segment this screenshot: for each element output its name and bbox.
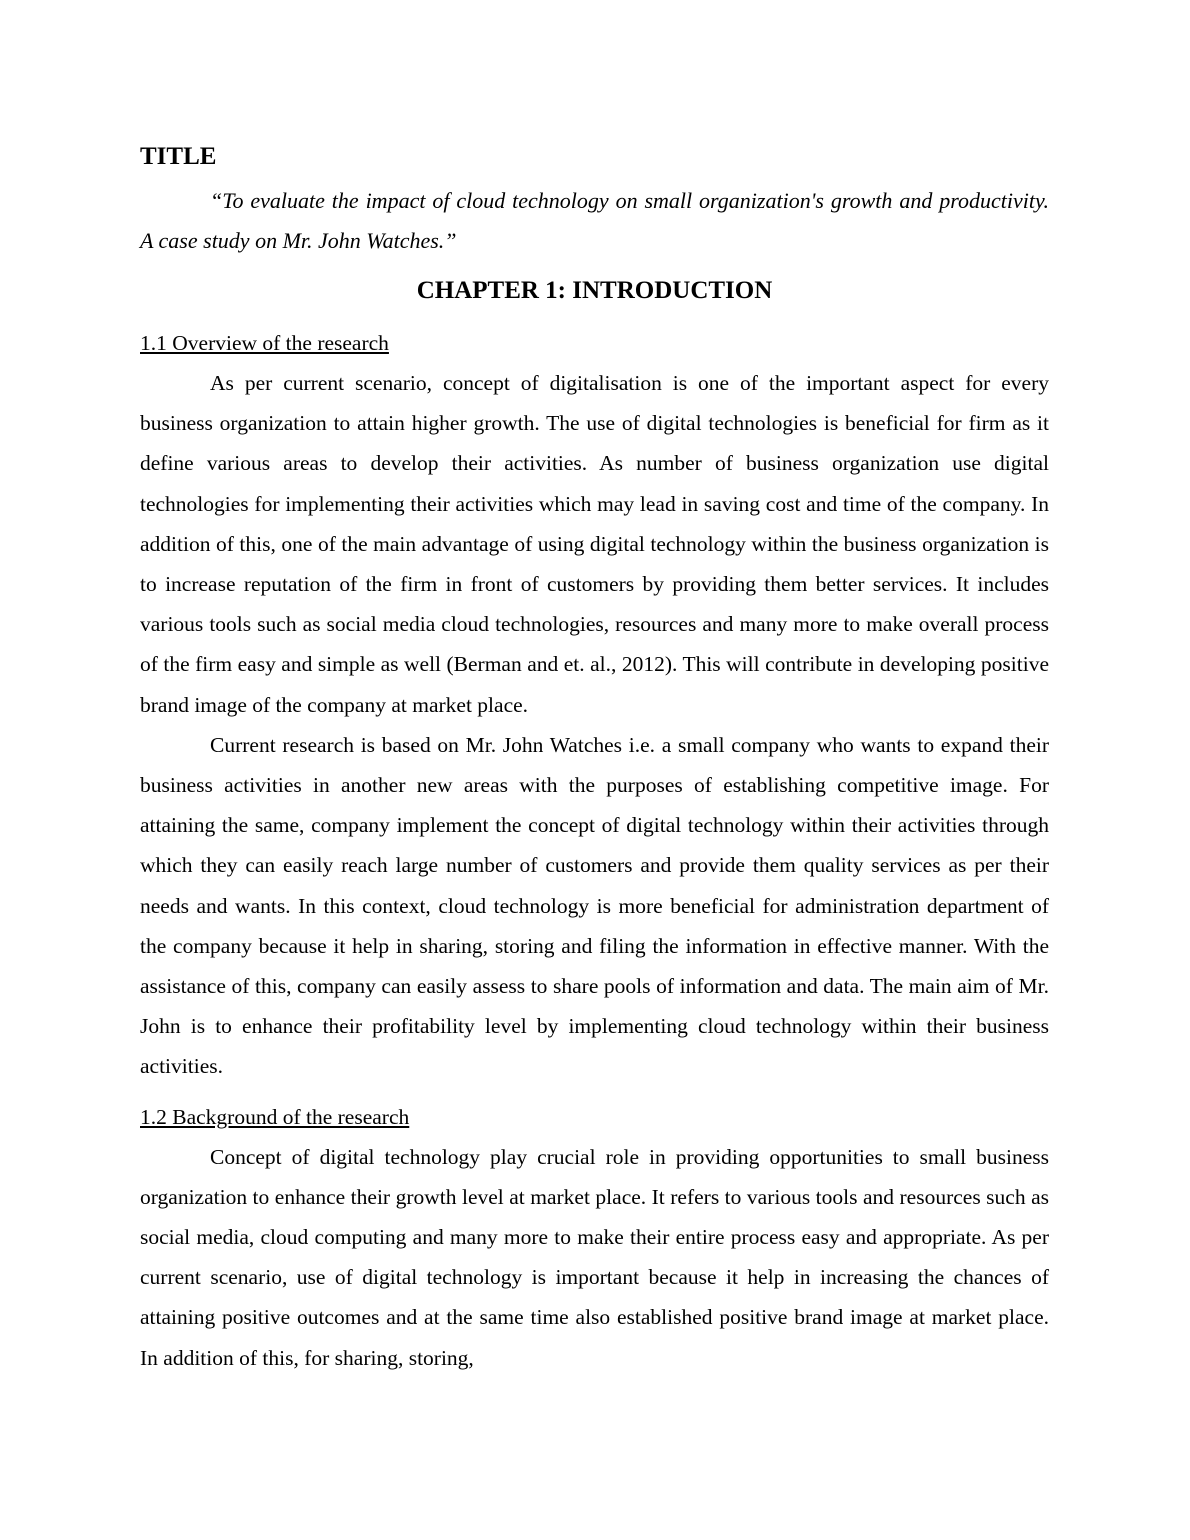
paragraph: Current research is based on Mr. John Watches i.e. a small company who wants to expand their business activities in another new areas with the purposes of establishing competitive image. For attaining the same, company implement the concept of digital technology within their activities through which they can easily reach large number of customers and provide them quality services as per their needs and wants. In this context, cloud technology is more beneficial for administration department of the company because it help in sharing, storing and filing the information in effective manner. With the assistance of this, company can easily assess to share pools of information and data. The main aim of Mr. John is to enhance their profitability level by implementing cloud technology within their business activities. (140, 732, 1049, 1079)
title-quote: “To evaluate the impact of cloud technology on small organization's growth and productivity. A case study on Mr. John Watches.” (140, 188, 1049, 253)
paragraph: Concept of digital technology play crucial role in providing opportunities to small business organization to enhance their growth level at market place. It refers to various tools and resources such as social media, cloud computing and many more to make their entire process easy and appropriate. As per current scenario, use of digital technology is important because it help in increasing the chances of attaining positive outcomes and at the same time also established positive brand image at market place. In addition of this, for sharing, storing, (140, 1144, 1049, 1370)
document-page (140, 135, 1049, 1378)
title-label: TITLE (140, 143, 217, 170)
paragraph: As per current scenario, concept of digitalisation is one of the important aspect for every business organization to attain higher growth. The use of digital technologies is beneficial for firm as it define various areas to develop their activities. As number of business organization use digital technologies for implementing their activities which may lead in saving cost and time of the company. In addition of this, one of the main advantage of using digital technology within the business organization is to increase reputation of the firm in front of customers by providing them better services. It includes various tools such as social media cloud technologies, resources and many more to make overall process of the firm easy and simple as well (Berman and et. al., 2012). This will contribute in developing positive brand image of the company at market place. (140, 371, 1049, 717)
section-heading-overview: 1.1 Overview of the research (140, 331, 389, 355)
chapter-heading: CHAPTER 1: INTRODUCTION (416, 277, 773, 304)
section-heading-background: 1.2 Background of the research (140, 1104, 410, 1129)
